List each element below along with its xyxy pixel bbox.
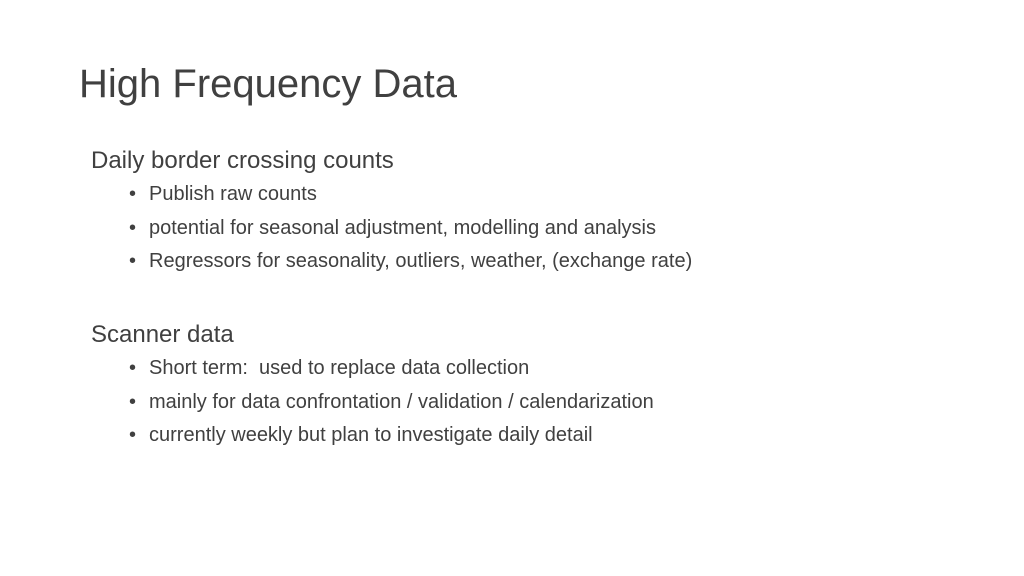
bullet-dot-icon: • <box>129 183 137 205</box>
section-scanner-data <box>91 318 971 453</box>
bullet-item <box>129 352 971 386</box>
bullet-dot-icon: • <box>129 424 137 446</box>
bullet-item <box>129 212 971 246</box>
bullet-dot-icon: • <box>129 216 137 239</box>
section-heading: Scanner data <box>91 321 234 348</box>
slide-title: High Frequency Data <box>79 62 457 106</box>
bullet-item <box>129 245 971 279</box>
bullet-item <box>129 386 971 420</box>
bullet-item <box>129 178 971 212</box>
bullet-text: Regressors for seasonality, outliers, weather, (exchange rate) <box>149 250 693 272</box>
bullet-text: Short term: used to replace data collection <box>149 357 530 379</box>
bullet-item <box>129 419 971 453</box>
bullet-list <box>91 352 971 453</box>
section-daily-border-crossing <box>91 144 971 279</box>
bullet-text: potential for seasonal adjustment, modelling and analysis <box>149 216 656 239</box>
bullet-dot-icon: • <box>129 357 137 379</box>
bullet-text: currently weekly but plan to investigate daily detail <box>149 424 593 446</box>
bullet-text: mainly for data confrontation / validation / calendarization <box>149 390 654 413</box>
section-heading: Daily border crossing counts <box>91 147 394 174</box>
bullet-dot-icon: • <box>129 390 137 413</box>
bullet-list <box>91 178 971 279</box>
bullet-dot-icon: • <box>129 250 137 272</box>
bullet-text: Publish raw counts <box>149 183 317 205</box>
